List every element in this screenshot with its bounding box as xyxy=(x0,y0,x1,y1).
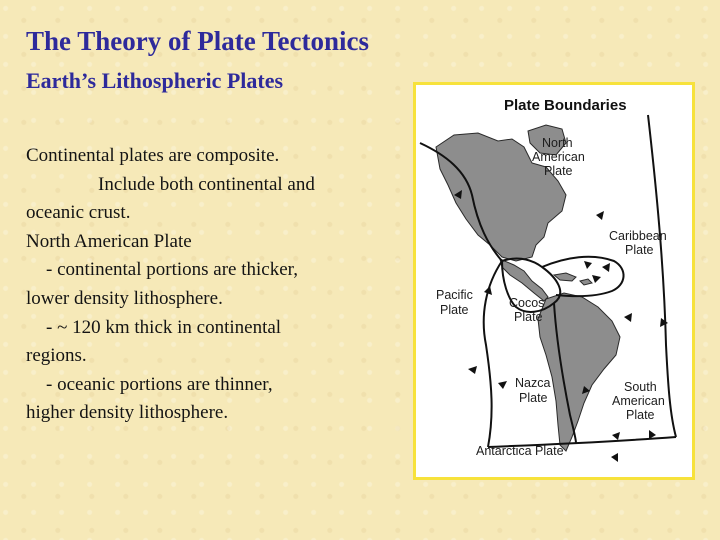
caribbean-label-2: Plate xyxy=(625,243,654,257)
south-american-label-3: Plate xyxy=(626,408,655,422)
antarctica-label: Antarctica Plate xyxy=(476,444,564,458)
arrow-icon xyxy=(624,313,632,322)
body-line: higher density lithosphere. xyxy=(26,402,229,424)
arrow-icon xyxy=(592,275,601,283)
body-line: lower density lithosphere. xyxy=(26,287,223,309)
slide-subtitle: Earth’s Lithospheric Plates xyxy=(26,68,284,93)
south-american-label-1: South xyxy=(624,380,657,394)
arrow-icon xyxy=(468,366,477,374)
cocos-label-1: Cocos xyxy=(509,296,545,310)
caribbean-label-1: Caribbean xyxy=(609,229,667,243)
south-american-label-2: American xyxy=(612,394,665,408)
arrow-icon xyxy=(596,211,604,220)
caribbean-islands xyxy=(554,273,592,285)
arrow-icon xyxy=(612,432,620,440)
north-american-label-1: North xyxy=(542,136,573,150)
body-line: - continental portions are thicker, xyxy=(46,259,298,281)
body-line: Include both continental and xyxy=(98,173,315,195)
cocos-label-2: Plate xyxy=(514,310,543,324)
map-title: Plate Boundaries xyxy=(504,97,627,114)
boundary-line xyxy=(542,257,624,296)
arrow-icon xyxy=(660,318,668,327)
map-drawing xyxy=(416,85,692,477)
north-american-label-3: Plate xyxy=(544,164,573,178)
body-line: regions. xyxy=(26,345,87,367)
body-line: - oceanic portions are thinner, xyxy=(46,373,273,395)
arrow-icon xyxy=(498,381,507,389)
body-line: North American Plate xyxy=(26,230,192,252)
nazca-label-2: Plate xyxy=(519,391,548,405)
plate-boundaries-map xyxy=(413,82,695,480)
north-american-label-2: American xyxy=(532,150,585,164)
slide-title: The Theory of Plate Tectonics xyxy=(26,26,369,56)
pacific-label-1: Pacific xyxy=(436,288,473,302)
arrow-icon xyxy=(584,261,592,269)
pacific-label-2: Plate xyxy=(440,303,469,317)
arrow-icon xyxy=(602,263,610,272)
nazca-label-1: Nazca xyxy=(515,376,551,390)
body-line: oceanic crust. xyxy=(26,202,131,224)
body-line: - ~ 120 km thick in continental xyxy=(46,316,282,338)
south-america-landmass xyxy=(538,293,620,451)
boundary-line xyxy=(484,261,502,447)
body-line: Continental plates are composite. xyxy=(26,145,280,166)
body-text xyxy=(26,142,406,428)
arrow-icon xyxy=(611,453,618,462)
